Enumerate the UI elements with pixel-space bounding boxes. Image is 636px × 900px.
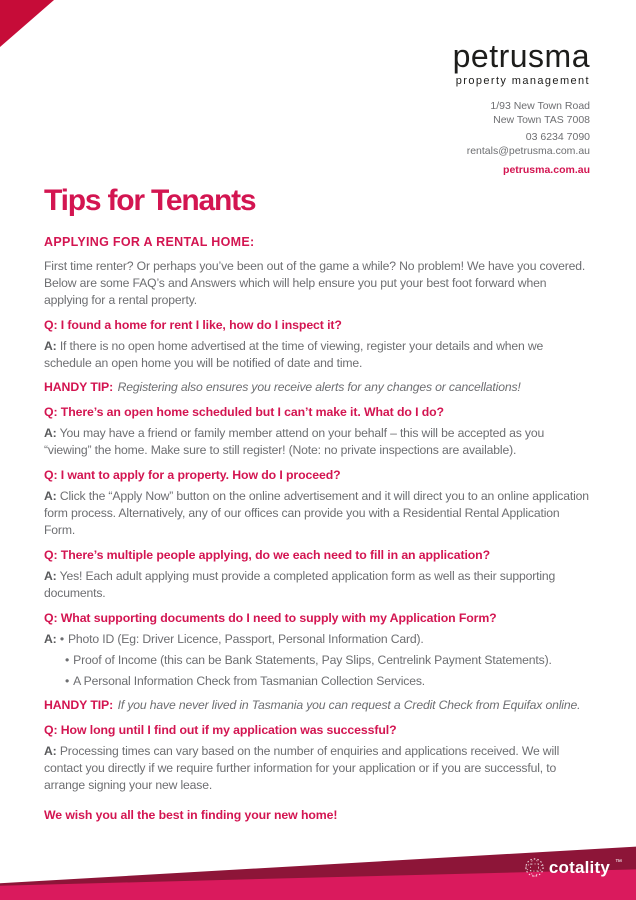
- faq-question: Q: What supporting documents do I need to supply with my Application Form?: [44, 611, 497, 625]
- bullet-item: [44, 673, 592, 690]
- email-address[interactable]: rentals@petrusma.com.au: [466, 144, 590, 157]
- faq-item: [44, 547, 592, 602]
- trademark-symbol: ™: [615, 859, 622, 866]
- faq-item: [44, 404, 592, 459]
- website-link-text[interactable]: petrusma.com.au: [503, 164, 590, 176]
- faq-answer: [44, 425, 592, 459]
- answer-label: A:: [44, 744, 57, 758]
- handy-tip-text: If you have never lived in Tasmania you can request a Credit Check from Equifax online.: [117, 698, 581, 712]
- handy-tip-text: Registering also ensures you receive alerts for any changes or cancellations!: [117, 380, 521, 394]
- faq-question: Q: There’s an open home scheduled but I can’t make it. What do I do?: [44, 405, 444, 419]
- document-body: [44, 186, 592, 823]
- letterhead: [453, 40, 590, 176]
- bullet-text: Proof of Income (this can be Bank Statements, Pay Slips, Centrelink Payment Statements).: [73, 653, 552, 667]
- intro-paragraph: First time renter? Or perhaps you’ve been out of the game a while? No problem! We have you covered. Below are some FAQ’s and Answers which will help ensure you put your best foot forward when applying for a rental property.: [44, 259, 586, 307]
- handy-tip: [44, 696, 592, 714]
- faq-question: Q: There’s multiple people applying, do we each need to fill in an application?: [44, 548, 491, 562]
- answer-label: A:: [44, 569, 57, 583]
- bullet-icon: •: [65, 674, 70, 688]
- bullet-icon: •: [59, 632, 64, 646]
- address-line-2: New Town TAS 7008: [493, 113, 590, 126]
- faq-question: Q: How long until I find out if my application was successful?: [44, 723, 397, 737]
- bullet-icon: •: [65, 653, 70, 667]
- corner-accent-triangle: [0, 0, 54, 47]
- bullet-item: [44, 652, 592, 669]
- faq-answer: [44, 338, 592, 372]
- bullet-text: A Personal Information Check from Tasmanian Collection Services.: [73, 674, 426, 688]
- faq-answer: [44, 568, 592, 602]
- faq-item: [44, 722, 592, 794]
- page-title: Tips for Tenants: [44, 184, 256, 217]
- bullet-text: Photo ID (Eg: Driver Licence, Passport, Personal Information Card).: [67, 632, 424, 646]
- faq-question: Q: I want to apply for a property. How do I proceed?: [44, 468, 341, 482]
- cotality-logo: [524, 857, 622, 878]
- faq-item: [44, 610, 592, 714]
- closing-message: We wish you all the best in finding your new home!: [44, 808, 338, 822]
- bullet-item: [44, 631, 592, 648]
- answer-text: If there is no open home advertised at the time of viewing, register your details and when we schedule an open home you will be notified of date and time.: [44, 339, 544, 370]
- address-block: [453, 100, 590, 127]
- handy-tip-label: HANDY TIP:: [44, 380, 114, 394]
- section-heading: APPLYING FOR A RENTAL HOME:: [44, 235, 255, 249]
- website-link[interactable]: [453, 164, 590, 176]
- answer-label: A:: [44, 489, 57, 503]
- globe-icon: [524, 857, 545, 878]
- faq-item: [44, 467, 592, 539]
- faq-answer: [44, 743, 592, 794]
- cotality-wordmark: cotality: [548, 858, 610, 877]
- handy-tip: [44, 378, 592, 396]
- answer-label: A:: [44, 426, 57, 440]
- answer-label: A:: [44, 632, 57, 646]
- contact-block: [453, 131, 590, 158]
- faq-question: Q: I found a home for rent I like, how do I inspect it?: [44, 318, 342, 332]
- phone-number: 03 6234 7090: [525, 131, 590, 143]
- faq-answer: [44, 488, 592, 539]
- address-line-1: 1/93 New Town Road: [490, 100, 590, 112]
- logo-tagline: property management: [455, 75, 590, 87]
- answer-text: Click the “Apply Now” button on the online advertisement and it will direct you to an online application form process. Alternatively, any of our offices can provide you with a Residential Rental Application Form.: [44, 489, 589, 537]
- answer-bullet-list: [44, 631, 592, 690]
- handy-tip-label: HANDY TIP:: [44, 698, 114, 712]
- answer-label: A:: [44, 339, 57, 353]
- answer-text: You may have a friend or family member attend on your behalf – this will be accepted as you “viewing” the home. Make sure to still register! (Note: no private inspections are available).: [44, 426, 545, 457]
- answer-text: Processing times can vary based on the number of enquiries and applications received. We will contact you directly if we require further information for your application or if you are successful, to arrange signing your new lease.: [44, 744, 560, 792]
- faq-item: [44, 317, 592, 396]
- petrusma-logo: petrusma: [452, 38, 590, 74]
- answer-text: Yes! Each adult applying must provide a completed application form as well as their supporting documents.: [44, 569, 556, 600]
